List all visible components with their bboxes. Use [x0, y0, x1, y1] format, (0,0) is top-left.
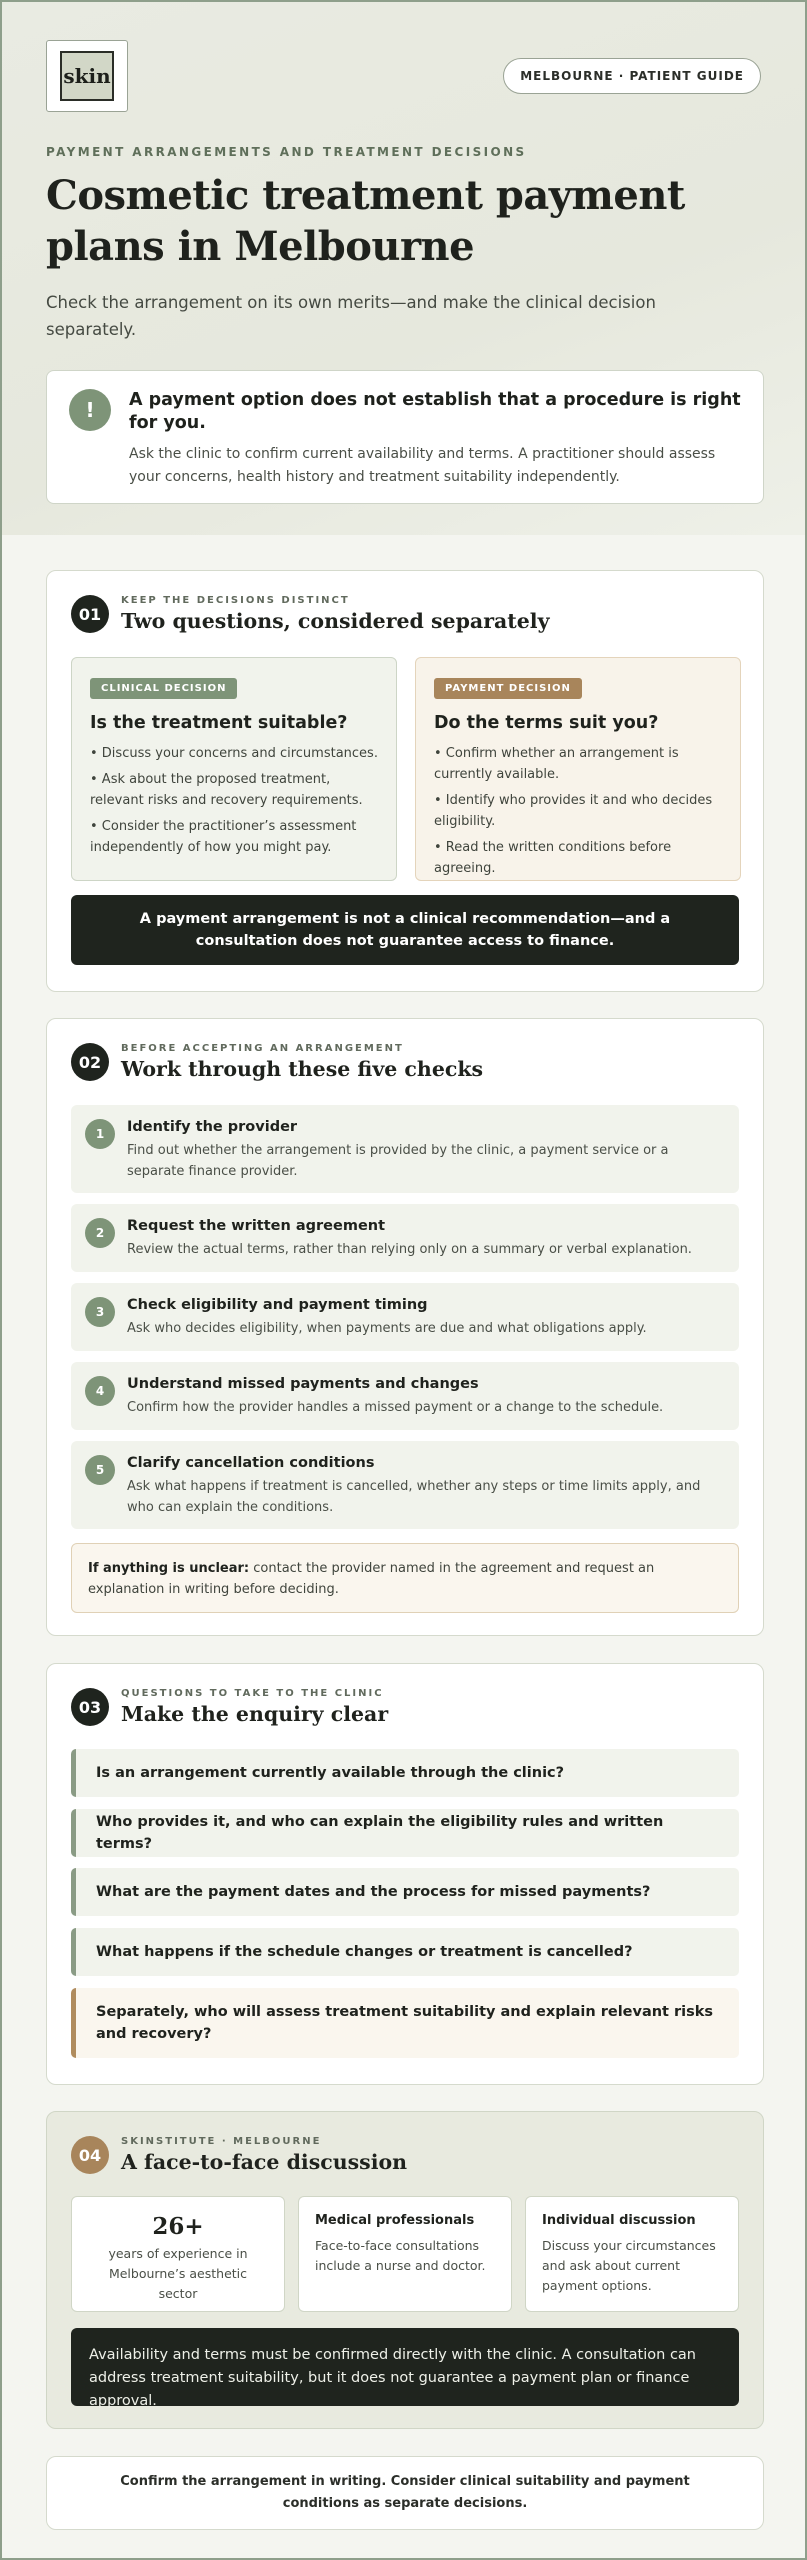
list-item: • Confirm whether an arrangement is currently available.: [434, 746, 679, 782]
check-item: [71, 1283, 739, 1351]
check-title: Request the written agreement: [127, 1218, 386, 1234]
list-item: • Read the written conditions before agreeing.: [434, 840, 672, 876]
section-title: Two questions, considered separately: [121, 609, 550, 633]
clinical-decision-title: Is the treatment suitable?: [90, 713, 348, 733]
decision-callout: A payment arrangement is not a clinical recommendation—and a consultation does not guarantee access to finance.: [71, 895, 739, 965]
section-kicker: SKINSTITUTE · MELBOURNE: [121, 2136, 322, 2147]
page-title: Cosmetic treatment payment plans in Melbourne: [46, 172, 685, 270]
unclear-text: contact the provider named in the agreement and request an explanation in writing before deciding.: [88, 1561, 655, 1597]
check-title: Understand missed payments and changes: [127, 1376, 479, 1392]
section-enquiry-questions: [46, 1663, 764, 2085]
individual-discussion-card: [525, 2196, 739, 2312]
important-notice: [46, 370, 764, 504]
check-text: Confirm how the provider handles a missed payment or a change to the schedule.: [127, 1400, 664, 1415]
card-title: Individual discussion: [542, 2213, 696, 2228]
card-text: Face-to-face consultations include a nurse and doctor.: [315, 2238, 486, 2273]
section-title: A face-to-face discussion: [121, 2150, 408, 2174]
question-item-suitability: Separately, who will assess treatment suitability and explain relevant risks and recovery?: [71, 1988, 739, 2058]
card-title: Medical professionals: [315, 2213, 475, 2228]
section-two-questions: [46, 570, 764, 992]
payment-decision-tag: PAYMENT DECISION: [434, 678, 582, 699]
unclear-note: [71, 1543, 739, 1613]
check-number: 3: [85, 1297, 115, 1327]
check-item: [71, 1441, 739, 1529]
section-face-to-face: [46, 2111, 764, 2429]
check-title: Clarify cancellation conditions: [127, 1455, 375, 1471]
logo-mark: skin: [60, 51, 114, 101]
check-title: Identify the provider: [127, 1119, 298, 1135]
list-item: • Ask about the proposed treatment, relevant risks and recovery requirements.: [90, 772, 363, 808]
check-number: 1: [85, 1119, 115, 1149]
check-text: Ask who decides eligibility, when payments are due and what obligations apply.: [127, 1321, 647, 1336]
guide-badge: MELBOURNE · PATIENT GUIDE: [503, 58, 761, 94]
clinical-decision-tag: CLINICAL DECISION: [90, 678, 237, 699]
check-item: [71, 1204, 739, 1272]
check-item: [71, 1105, 739, 1193]
experience-stat-card: [71, 2196, 285, 2312]
check-text: Review the actual terms, rather than relying only on a summary or verbal explanation.: [127, 1242, 692, 1257]
check-number: 5: [85, 1455, 115, 1485]
clinical-decision-card: [71, 657, 397, 881]
footer-note: Confirm the arrangement in writing. Consider clinical suitability and payment conditions as separate decisions.: [46, 2456, 764, 2530]
notice-title: A payment option does not establish that a procedure is right for you.: [129, 390, 741, 433]
page-subtitle: Check the arrangement on its own merits—and make the clinical decision separately.: [46, 293, 656, 339]
question-item: Who provides it, and who can explain the eligibility rules and written terms?: [71, 1809, 739, 1857]
list-item: • Consider the practitioner’s assessment independently of how you might pay.: [90, 819, 357, 855]
experience-stat-label: years of experience in Melbourne’s aesthetic sector: [108, 2246, 248, 2301]
check-text: Ask what happens if treatment is cancelled, whether any steps or time limits apply, and who can explain the conditions.: [127, 1479, 701, 1515]
section-kicker: KEEP THE DECISIONS DISTINCT: [121, 595, 350, 606]
question-item: What happens if the schedule changes or treatment is cancelled?: [71, 1928, 739, 1976]
alert-icon: !: [69, 389, 111, 431]
check-text: Find out whether the arrangement is provided by the clinic, a payment service or a separate finance provider.: [127, 1143, 669, 1179]
check-number: 2: [85, 1218, 115, 1248]
section-number: 01: [71, 595, 109, 633]
unclear-label: If anything is unclear:: [88, 1561, 250, 1576]
list-item: • Discuss your concerns and circumstances.: [90, 746, 378, 761]
notice-text: Ask the clinic to confirm current availability and terms. A practitioner should assess your concerns, health history and treatment suitability independently.: [129, 446, 716, 485]
payment-list: [434, 743, 722, 879]
list-item: • Identify who provides it and who decides eligibility.: [434, 793, 713, 829]
check-title: Check eligibility and payment timing: [127, 1297, 428, 1313]
payment-decision-title: Do the terms suit you?: [434, 713, 659, 733]
check-item: [71, 1362, 739, 1430]
experience-stat-value: 26+: [152, 2213, 204, 2240]
question-item: What are the payment dates and the process for missed payments?: [71, 1868, 739, 1916]
question-item: Is an arrangement currently available through the clinic?: [71, 1749, 739, 1797]
section-kicker: QUESTIONS TO TAKE TO THE CLINIC: [121, 1688, 384, 1699]
skinstitute-logo[interactable]: [46, 40, 128, 112]
check-number: 4: [85, 1376, 115, 1406]
section-five-checks: [46, 1018, 764, 1636]
card-text: Discuss your circumstances and ask about current payment options.: [542, 2238, 716, 2293]
section-number: 03: [71, 1688, 109, 1726]
section-number: 02: [71, 1043, 109, 1081]
availability-callout: Availability and terms must be confirmed directly with the clinic. A consultation can address treatment suitability, but it does not guarantee a payment plan or finance approval.: [71, 2328, 739, 2406]
hero-eyebrow: PAYMENT ARRANGEMENTS AND TREATMENT DECISIONS: [46, 145, 527, 159]
section-title: Make the enquiry clear: [121, 1702, 389, 1726]
section-kicker: BEFORE ACCEPTING AN ARRANGEMENT: [121, 1043, 404, 1054]
payment-decision-card: [415, 657, 741, 881]
medical-professionals-card: [298, 2196, 512, 2312]
section-title: Work through these five checks: [121, 1057, 484, 1081]
section-number: 04: [71, 2136, 109, 2174]
clinical-list: [90, 743, 378, 858]
